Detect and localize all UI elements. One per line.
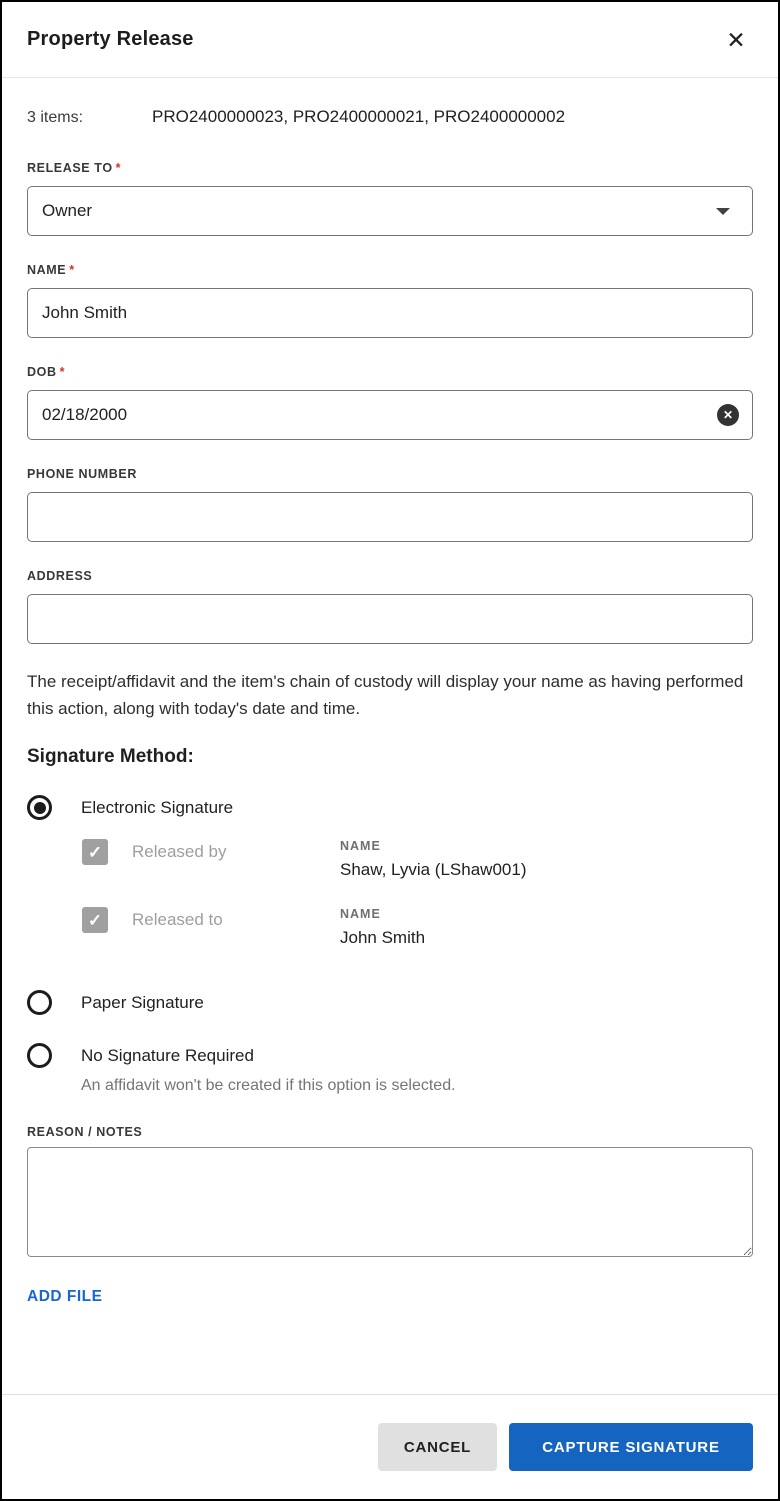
chevron-down-icon: [716, 208, 730, 215]
released-to-name-block: [340, 907, 425, 948]
clear-dob-icon[interactable]: ✕: [717, 404, 739, 426]
phone-field-group: [27, 467, 753, 542]
required-asterisk: *: [115, 161, 122, 175]
radio-unselected-icon: [27, 990, 52, 1015]
radio-dot: [34, 802, 46, 814]
reason-notes-label: REASON / NOTES: [27, 1125, 143, 1139]
electronic-signature-details: [27, 839, 753, 948]
dob-field-group: [27, 365, 753, 440]
items-count-label: 3 items:: [27, 109, 84, 126]
name-label: NAME *: [27, 263, 75, 277]
address-input[interactable]: [27, 594, 753, 644]
name-input[interactable]: [27, 288, 753, 338]
release-to-selected-value: Owner: [42, 201, 93, 220]
address-field-group: [27, 569, 753, 644]
radio-paper-signature[interactable]: [27, 990, 753, 1015]
release-to-select[interactable]: [27, 186, 753, 236]
radio-electronic-signature[interactable]: [27, 795, 753, 820]
radio-unselected-icon: [27, 1043, 52, 1068]
released-to-checkbox[interactable]: [82, 907, 108, 933]
radio-selected-icon: [27, 795, 52, 820]
phone-number-label: PHONE NUMBER: [27, 467, 137, 481]
released-to-name-value: John Smith: [340, 928, 426, 947]
add-file-button[interactable]: ADD FILE: [27, 1288, 103, 1305]
released-by-name-value: Shaw, Lyvia (LShaw001): [340, 860, 527, 879]
cancel-button[interactable]: CANCEL: [378, 1423, 497, 1471]
no-signature-helper-text: An affidavit won't be created if this option is selected.: [81, 1077, 456, 1094]
dialog-body: [2, 78, 778, 1394]
released-to-row: [82, 907, 753, 948]
released-by-name-label: NAME: [340, 839, 381, 853]
signature-method-heading: Signature Method:: [27, 746, 194, 767]
phone-number-input[interactable]: [27, 492, 753, 542]
items-id-list: PRO2400000023, PRO2400000021, PRO2400000002: [152, 107, 566, 126]
address-label: ADDRESS: [27, 569, 93, 583]
reason-notes-field-group: [27, 1125, 753, 1262]
released-to-label: Released to: [132, 910, 223, 929]
no-signature-required-label: No Signature Required: [81, 1045, 254, 1065]
released-by-checkbox[interactable]: [82, 839, 108, 865]
items-summary: [27, 107, 753, 127]
dialog-footer: [2, 1394, 778, 1499]
capture-signature-button[interactable]: CAPTURE SIGNATURE: [509, 1423, 753, 1471]
release-to-field-group: [27, 161, 753, 236]
released-by-label: Released by: [132, 842, 227, 861]
dob-input[interactable]: [27, 390, 753, 440]
required-asterisk: *: [59, 365, 66, 379]
dob-label: DOB *: [27, 365, 66, 379]
check-icon: ✓: [87, 910, 103, 930]
dialog-title: Property Release: [27, 28, 194, 50]
reason-notes-textarea[interactable]: [27, 1147, 753, 1257]
radio-no-signature-required[interactable]: [27, 1043, 753, 1068]
released-by-name-block: [340, 839, 526, 880]
paper-signature-label: Paper Signature: [81, 992, 204, 1012]
close-icon[interactable]: ✕: [719, 23, 753, 57]
release-to-label: RELEASE TO *: [27, 161, 122, 175]
affidavit-notice-text: The receipt/affidavit and the item's chain of custody will display your name as having performed this action, along with today's date and time.: [27, 672, 744, 718]
electronic-signature-label: Electronic Signature: [81, 797, 234, 817]
released-to-name-label: NAME: [340, 907, 381, 921]
dialog-header: [2, 2, 778, 78]
released-by-row: [82, 839, 753, 880]
required-asterisk: *: [69, 263, 75, 277]
name-field-group: [27, 263, 753, 338]
check-icon: ✓: [87, 842, 103, 862]
